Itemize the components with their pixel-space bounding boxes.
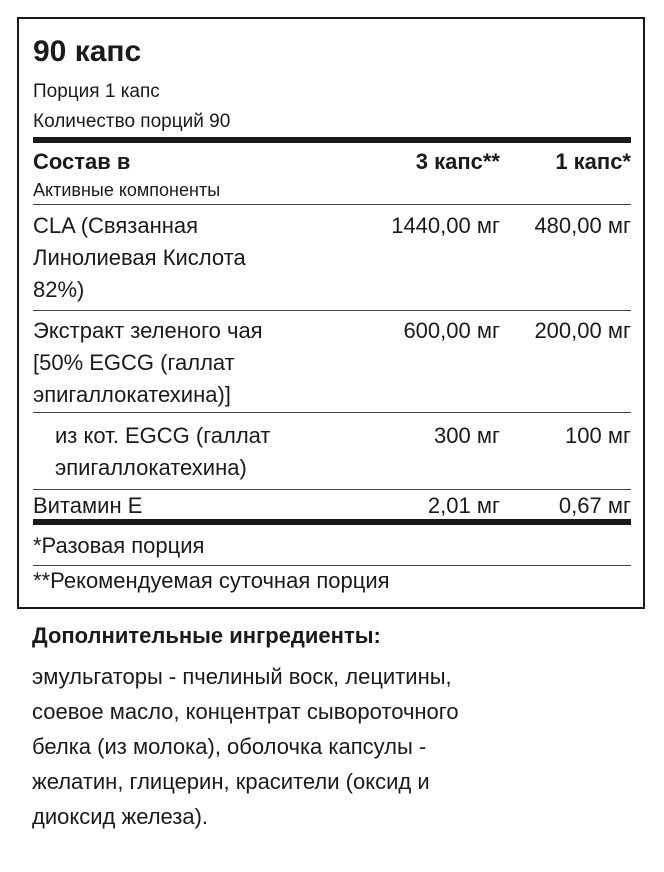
thick-divider-bottom xyxy=(33,519,631,525)
servings-count: Количество порций 90 xyxy=(33,111,231,132)
ingredient-name: CLA (Связанная Линолиевая Кислота 82%) xyxy=(33,213,246,302)
nutrition-facts-panel xyxy=(17,17,645,609)
footnote-single-portion: *Разовая порция xyxy=(33,533,205,558)
ingredient-value-3-caps: 1440,00 мг xyxy=(391,213,500,238)
ingredient-name-sub: из кот. EGCG (галлат эпигаллокатехина) xyxy=(55,423,271,480)
additional-ingredients xyxy=(32,619,632,834)
ingredient-value-3-caps: 600,00 мг xyxy=(403,318,500,343)
divider xyxy=(33,310,631,311)
nutrition-facts-content xyxy=(33,19,631,607)
ingredient-name: Экстракт зеленого чая [50% EGCG (галлат эпигаллокатехина)] xyxy=(33,318,263,407)
serving-size: Порция 1 капс xyxy=(33,81,160,102)
ingredient-value-1-caps: 200,00 мг xyxy=(534,318,631,343)
additional-ingredients-text: эмульгаторы - пчелиный воск, лецитины, соевое масло, концентрат сывороточного белка (из молока), оболочка капсулы - желатин, глицерин, красители (оксид и диоксид железа). xyxy=(32,664,459,829)
ingredient-value-3-caps: 300 мг xyxy=(434,423,500,448)
column-header-1-caps: 1 капс* xyxy=(555,149,631,174)
ingredient-value-1-caps: 100 мг xyxy=(565,423,631,448)
pack-size-title: 90 капс xyxy=(33,35,142,68)
ingredient-value-1-caps: 480,00 мг xyxy=(534,213,631,238)
ingredient-value-3-caps: 2,01 мг xyxy=(427,493,500,518)
divider xyxy=(33,412,631,413)
additional-ingredients-heading: Дополнительные ингредиенты: xyxy=(32,623,381,648)
composition-header: Состав в xyxy=(33,149,131,174)
active-components-label: Активные компоненты xyxy=(33,180,221,200)
ingredient-name: Витамин E xyxy=(33,493,143,518)
divider xyxy=(33,204,631,205)
thick-divider-top xyxy=(33,137,631,143)
column-header-3-caps: 3 капс** xyxy=(415,149,500,174)
footnote-daily-portion: **Рекомендуемая суточная порция xyxy=(33,568,390,593)
ingredient-value-1-caps: 0,67 мг xyxy=(558,493,631,518)
